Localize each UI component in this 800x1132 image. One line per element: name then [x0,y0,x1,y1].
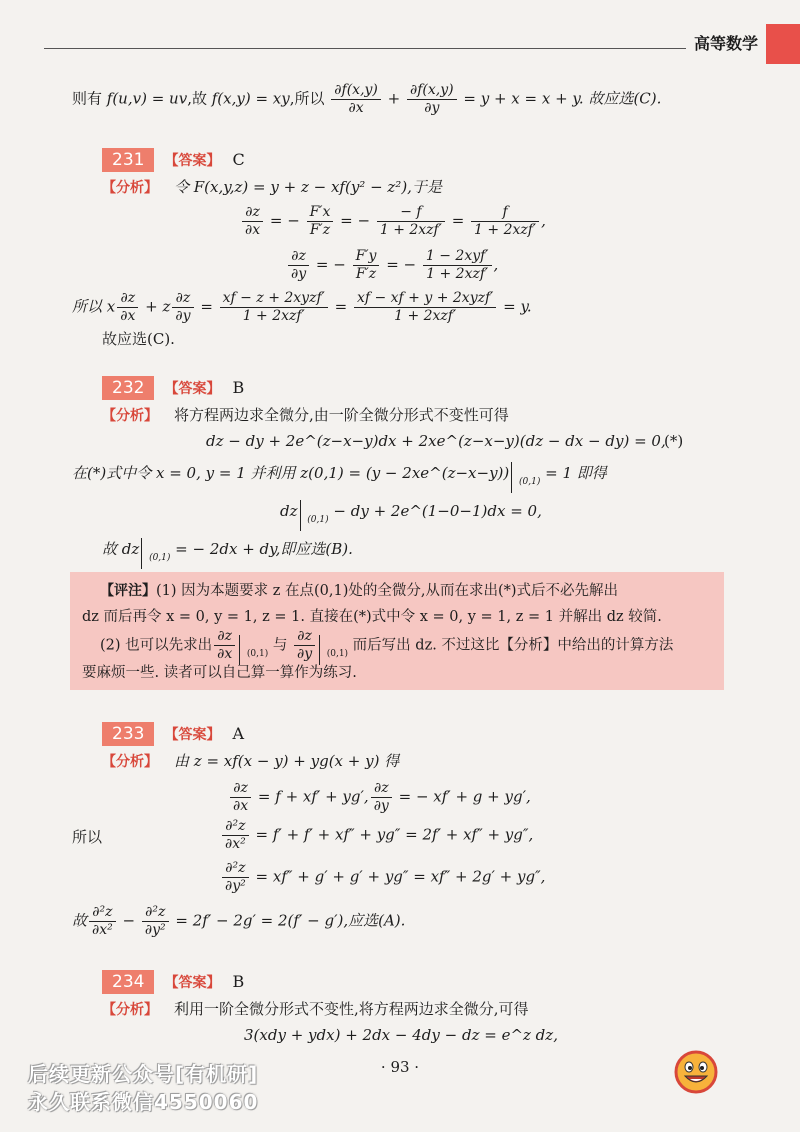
subscript: (0,1) [519,477,541,487]
equation-line [228,780,531,815]
header-title: 高等数学 [686,30,766,58]
math-text: = f + xf′ + yg′, [253,787,369,806]
fraction [172,290,193,325]
operator: = − [381,255,421,274]
fraction-denominator: ∂y [291,266,307,282]
fraction-numerator: f [471,204,539,222]
smiley-mascot-icon [672,1048,720,1096]
equation-line [286,248,498,283]
comment-line [100,580,618,602]
intro-text: = y + x = x + y. 故应选(C). [458,89,662,108]
fraction-numerator: ∂z [294,628,315,646]
fraction [353,248,380,283]
fraction [117,290,138,325]
question-header [102,970,244,994]
intro-text: ,故 [187,89,212,108]
fraction-denominator: ∂y [175,308,191,324]
fraction-numerator: ∂z [172,290,193,308]
operator: = [329,297,352,316]
fraction [307,204,334,239]
answer-label: 【答案】 [164,975,221,991]
intro-expr: f(x,y) = xy [211,89,290,108]
fraction [142,904,169,939]
comment-text: (2) 也可以先求出 [100,637,213,654]
math-text: = − xf′ + g + yg′, [393,787,531,806]
operator: = − [265,211,305,230]
analysis-line [102,404,509,427]
fraction [471,204,539,239]
conclusion-line: 故应选(C). [102,330,175,348]
math-text: 故 [72,911,88,930]
fraction-denominator: ∂y² [225,878,246,894]
operator: = [195,297,218,316]
watermark-line: 后续更新公众号[有机研] [28,1062,259,1086]
fraction-denominator: F′z [355,266,377,282]
comment-text: 而后写出 dz. 不过这比【分析】中给出的计算方法 [348,637,674,654]
evaluation-bar [239,635,268,665]
subscript: (0,1) [326,648,349,659]
fraction [214,628,235,663]
comment-line: dz 而后再令 x = 0, y = 1, z = 1. 直接在(*)式中令 x = 0, y = 1, z = 1 并解出 dz 较简. [82,609,662,625]
page-number: · 93 · [380,1058,420,1076]
fraction [220,290,328,325]
answer-value: A [232,724,245,743]
analysis-line [102,750,399,773]
answer-value: C [232,150,245,169]
fraction-numerator: ∂²z [142,904,169,922]
math-text: = f′ + f′ + xf″ + yg″ = 2f′ + xf″ + yg″, [250,825,534,844]
operator: − [117,911,140,930]
fraction-denominator: 1 + 2xzf′ [426,266,489,282]
fraction-denominator: 1 + 2xzf′ [474,222,537,238]
comment-line [100,628,673,665]
comment-label: 【评注】 [100,583,156,599]
operator: = − [311,255,351,274]
evaluation-bar [319,635,348,665]
math-text: − dy + 2e^(1−0−1)dx = 0, [328,502,542,520]
equation-line [220,860,545,895]
question-header [102,722,244,746]
header-tab-marker [766,24,800,64]
fraction-numerator: ∂²z [222,860,249,878]
evaluation-bar [300,500,329,531]
evaluation-bar [511,462,540,493]
answer-value: B [232,378,245,397]
answer-label: 【答案】 [164,153,221,169]
analysis-label: 【分析】 [102,180,158,196]
fraction-numerator: xf − z + 2xyzf′ [220,290,328,308]
math-text: = y. [498,297,532,316]
fraction [89,904,116,939]
fraction-denominator: ∂x [348,100,364,116]
fraction-denominator: 1 + 2xzf′ [242,308,305,324]
question-number: 232 [102,376,154,400]
equation-line: dz − dy + 2e^(z−x−y)dx + 2xe^(z−x−y)(dz − dx − dy) = 0, [206,432,666,450]
analysis-text: 利用一阶全微分形式不变性,将方程两边求全微分,可得 [174,1000,529,1018]
intro-text: ,所以 [289,89,325,108]
math-text: 故 dz [102,540,140,558]
comment-box [70,572,724,690]
fraction-denominator: ∂x² [92,922,113,938]
equation-line [72,290,532,325]
operator: + [382,89,406,108]
fraction-numerator: ∂z [230,780,251,798]
equation-line [240,204,546,239]
fraction-numerator: ∂z [117,290,138,308]
fraction-numerator: ∂z [288,248,309,266]
fraction-numerator: ∂f(x,y) [407,82,457,100]
fraction [407,82,457,117]
fraction-denominator: ∂x [233,798,249,814]
equation-line [280,500,542,531]
equation-line: 3(xdy + ydx) + 2dx − 4dy − dz = e^z dz, [244,1026,558,1044]
fraction-numerator: F′x [307,204,334,222]
fraction-numerator: ∂²z [222,818,249,836]
comment-line: 要麻烦一些. 读者可以自己算一算作为练习. [82,665,357,681]
equation-line [72,462,607,493]
analysis-label: 【分析】 [102,1002,158,1018]
header-rule [44,48,730,49]
math-text: 所以 x [72,297,116,316]
math-text: 在(*)式中令 x = 0, y = 1 并利用 z(0,1) = (y − 2xe^(z−x−y)) [72,464,510,482]
analysis-line [102,998,529,1021]
fraction-denominator: ∂x² [225,836,246,852]
question-number: 231 [102,148,154,172]
question-number: 234 [102,970,154,994]
math-text: 令 F(x,y,z) = y + z − xf(y² − z²),于是 [174,178,442,196]
fraction [222,818,249,853]
punctuation: , [493,255,499,274]
answer-label: 【答案】 [164,727,221,743]
operator: = − [335,211,375,230]
fraction-denominator: ∂y [296,646,313,662]
fraction [331,82,381,117]
fraction [354,290,496,325]
fraction [371,780,392,815]
intro-line [72,82,661,117]
fraction-numerator: ∂z [242,204,263,222]
fraction-denominator: ∂x [120,308,136,324]
answer-label: 【答案】 [164,381,221,397]
fraction [222,860,249,895]
math-text: = 2f′ − 2g′ = 2(f′ − g′),应选(A). [170,911,406,930]
fraction-denominator: ∂y [373,798,389,814]
watermark-line: 永久联系微信4550060 [28,1090,259,1114]
math-text: = 1 即得 [540,464,607,482]
fraction-denominator: 1 + 2xzf′ [379,222,442,238]
fraction [377,204,445,239]
comment-text: (1) 因为本题要求 z 在点(0,1)处的全微分,从而在求出(*)式后不必先解出 [156,583,619,599]
subscript: (0,1) [307,515,329,525]
fraction-denominator: ∂x [245,222,261,238]
question-header [102,148,245,172]
analysis-label: 【分析】 [102,754,158,770]
operator: = [446,211,470,230]
fraction-denominator: ∂x [217,646,233,662]
equation-line [220,818,533,853]
fraction-denominator: ∂y² [144,922,166,938]
analysis-text: 将方程两边求全微分,由一阶全微分形式不变性可得 [174,406,509,424]
fraction-numerator: ∂²z [89,904,116,922]
so-label: 所以 [72,828,103,846]
intro-text: 则有 [72,89,107,108]
fraction-denominator: ∂y [424,100,440,116]
math-text: + z [140,297,171,316]
fraction-numerator: F′y [353,248,380,266]
punctuation: , [541,211,546,230]
fraction [242,204,263,239]
question-number: 233 [102,722,154,746]
conclusion-line [102,538,353,569]
analysis-label: 【分析】 [102,408,158,424]
fraction-numerator: xf − xf + y + 2xyzf′ [354,290,496,308]
subscript: (0,1) [149,553,171,563]
evaluation-bar [141,538,170,569]
fraction [294,628,315,663]
intro-expr: f(u,v) = uv [106,89,188,108]
fraction-numerator: 1 − 2xyf′ [423,248,492,266]
fraction-denominator: F′z [309,222,331,238]
fraction-numerator: ∂f(x,y) [331,82,381,100]
answer-value: B [232,972,245,991]
fraction [230,780,251,815]
comment-text: 与 [268,637,292,654]
conclusion-line [72,904,405,939]
fraction [288,248,309,283]
analysis-line [102,176,442,199]
math-text: = − 2dx + dy,即应选(B). [170,540,353,558]
math-text: dz [280,502,298,520]
fraction-numerator: ∂z [371,780,392,798]
equation-tag: (*) [664,432,684,450]
fraction [423,248,492,283]
fraction-numerator: − f [377,204,445,222]
math-text: = xf″ + g′ + g′ + yg″ = xf″ + 2g′ + yg″, [250,867,546,886]
math-text: 由 z = xf(x − y) + yg(x + y) 得 [174,752,400,770]
subscript: (0,1) [246,648,269,659]
fraction-numerator: ∂z [214,628,235,646]
fraction-denominator: 1 + 2xzf′ [394,308,457,324]
question-header [102,376,244,400]
